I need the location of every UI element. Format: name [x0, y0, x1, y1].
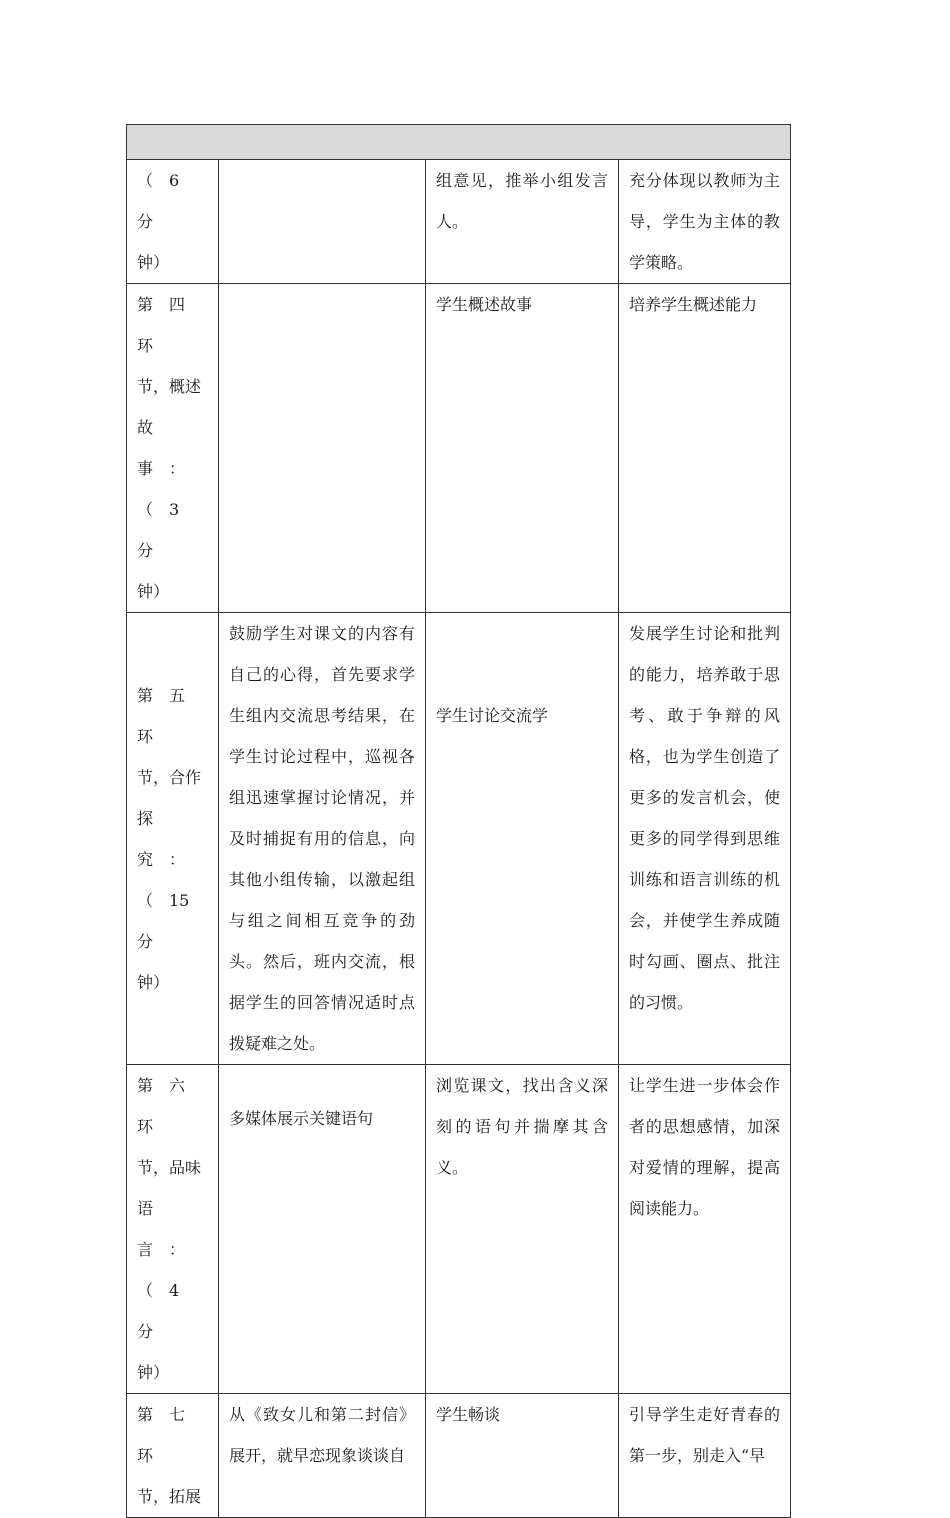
stage-line: 节，拓展	[137, 1487, 202, 1506]
stage-line: 节，合作	[137, 767, 202, 787]
student-activity-cell: 组意见，推举小组发言人。	[426, 160, 619, 284]
stage-cell	[127, 613, 219, 1065]
lesson-plan-table	[126, 124, 791, 1518]
stage-line: 节，品味	[137, 1158, 202, 1177]
stage-line: （ 4 分	[137, 1281, 196, 1341]
student-activity-cell: 浏览课文，找出含义深刻的语句并揣摩其含义。	[426, 1065, 619, 1394]
table-row	[127, 613, 791, 1065]
stage-line: （ 6 分	[137, 171, 196, 231]
student-activity-cell: 学生畅谈	[426, 1394, 619, 1518]
table-header-band	[127, 125, 791, 160]
stage-line: 故 事 ：	[137, 418, 186, 478]
purpose-cell: 充分体现以教师为主导，学生为主体的教学策略。	[619, 160, 791, 284]
table-row	[127, 1394, 791, 1518]
stage-cell	[127, 160, 219, 284]
header-band-cell	[127, 125, 791, 160]
teacher-activity-cell: 从《致女儿和第二封信》展开，就早恋现象谈谈自	[219, 1394, 426, 1518]
table-row	[127, 1065, 791, 1394]
stage-line: 探 究 ：	[137, 808, 186, 869]
stage-cell	[127, 284, 219, 613]
stage-line: 第 七 环	[137, 1405, 202, 1465]
table-row	[127, 160, 791, 284]
stage-line: （ 3 分	[137, 500, 196, 560]
stage-line: （ 15 分	[137, 890, 206, 951]
purpose-cell: 引导学生走好青春的第一步，别走入“早	[619, 1394, 791, 1518]
purpose-cell: 培养学生概述能力	[619, 284, 791, 613]
stage-line: 节，概述	[137, 377, 202, 396]
stage-line: 第 六 环	[137, 1076, 202, 1136]
table-row	[127, 284, 791, 613]
stage-line: 语 言 ：	[137, 1199, 186, 1259]
student-activity-cell: 学生概述故事	[426, 284, 619, 613]
stage-cell	[127, 1394, 219, 1518]
stage-line: 钟）	[137, 1363, 170, 1382]
teacher-activity-cell	[219, 1065, 426, 1394]
teacher-activity-cell	[219, 160, 426, 284]
teacher-activity-text: 多媒体展示关键语句	[229, 1109, 374, 1128]
stage-cell	[127, 1065, 219, 1394]
purpose-cell: 让学生进一步体会作者的思想感情，加深对爱情的理解，提高阅读能力。	[619, 1065, 791, 1394]
stage-line: 第 四 环	[137, 295, 202, 355]
stage-line: 钟）	[137, 253, 170, 272]
teacher-activity-cell	[219, 284, 426, 613]
stage-line: 第 五 环	[137, 685, 202, 746]
stage-line: 钟）	[137, 972, 170, 992]
stage-line: 钟）	[137, 582, 170, 601]
purpose-cell: 发展学生讨论和批判的能力，培养敢于思考、敢于争辩的风格，也为学生创造了更多的发言机会，使更多的同学得到思维训练和语言训练的机会，并使学生养成随时勾画、圈点、批注的习惯。	[619, 613, 791, 1065]
student-activity-text: 学生讨论交流学	[436, 706, 549, 725]
teacher-activity-cell: 鼓励学生对课文的内容有自己的心得，首先要求学生组内交流思考结果，在学生讨论过程中，巡视各组迅速掌握讨论情况，并及时捕捉有用的信息，向其他小组传输，以激起组与组之间相互竞争的劲头。然后，班内交流，根据学生的回答情况适时点拨疑难之处。	[219, 613, 426, 1065]
student-activity-cell	[426, 613, 619, 1065]
